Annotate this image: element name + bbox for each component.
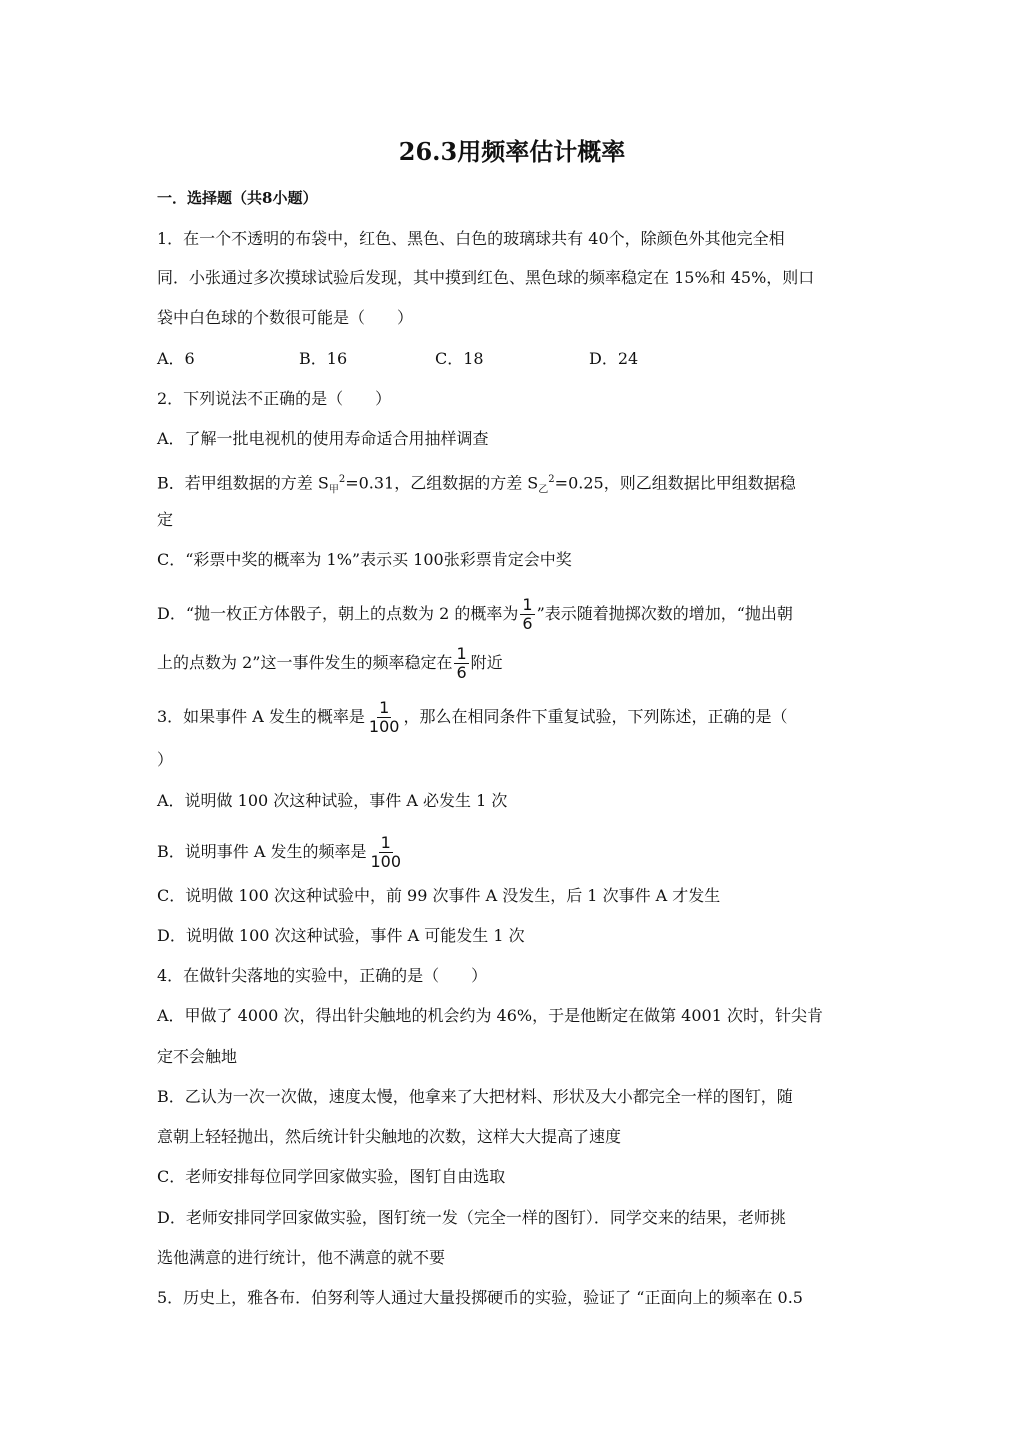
fraction-numerator: 1	[380, 833, 391, 852]
q1-line-3: 袋中白色球的个数很可能是（ ）	[157, 308, 414, 327]
q3-stem-line-2: ）	[157, 750, 174, 769]
q4-option-d-line-2: 选他满意的进行统计，他不满意的就不要	[157, 1248, 446, 1267]
q4-option-d-line-1: D．老师安排同学回家做实验，图钉统一发（完全一样的图钉）．同学交来的结果，老师挑	[157, 1208, 786, 1227]
q2-option-b	[157, 468, 877, 503]
q4-option-a-line-1: A．甲做了 4000 次，得出针尖触地的机会约为 46%，于是他断定在做第 4001 次时，针尖肯	[157, 1006, 823, 1025]
q2-b-text-1: B．若甲组数据的方差 S	[157, 473, 329, 493]
section-heading: 一．选择题（共8小题）	[157, 189, 318, 207]
fraction-denominator: 6	[522, 614, 533, 633]
q3-option-a: A．说明做 100 次这种试验，事件 A 必发生 1 次	[157, 791, 508, 810]
q2-b-text-2: =0.31，乙组数据的方差 S	[345, 473, 539, 493]
q3-b-text: B．说明事件 A 发生的频率是	[157, 842, 367, 861]
q3-stem-text-1: 3．如果事件 A 发生的概率是	[157, 707, 365, 726]
fraction-one-sixth	[454, 645, 468, 682]
q4-option-b-line-1: B．乙认为一次一次做，速度太慢，他拿来了大把材料、形状及大小都完全一样的图钉，随	[157, 1087, 793, 1106]
q3-stem	[157, 699, 877, 736]
q1-line-2: 同．小张通过多次摸球试验后发现，其中摸到红色、黑色球的频率稳定在 15%和 45%，则口	[157, 268, 815, 287]
fraction-numerator: 1	[522, 595, 533, 614]
q2-d2-text-2: 附近	[470, 653, 503, 672]
q2-option-d-line-2	[157, 645, 877, 682]
fraction-numerator: 1	[379, 698, 390, 717]
q3-option-b	[157, 834, 877, 871]
q2-b-sub-2: 乙	[538, 484, 549, 496]
q2-b-sup-1: 2	[338, 474, 346, 485]
q1-options	[157, 347, 877, 371]
q2-option-d	[157, 596, 877, 633]
q3-stem-text-2: ，那么在相同条件下重复试验，下列陈述，正确的是（	[403, 707, 788, 726]
q2-option-b-line-2: 定	[157, 510, 174, 529]
fraction-denominator: 6	[456, 663, 467, 682]
fraction-one-hundredth	[369, 834, 404, 871]
fraction-numerator: 1	[456, 644, 467, 663]
q5-line-1: 5．历史上，雅各布．伯努利等人通过大量投掷硬币的实验，验证了 “正面向上的频率在 0.5	[157, 1288, 803, 1307]
q4-option-b-line-2: 意朝上轻轻抛出，然后统计针尖触地的次数，这样大大提高了速度	[157, 1127, 622, 1146]
q2-d2-text-1: 上的点数为 2”这一事件发生的频率稳定在	[157, 653, 453, 672]
fraction-denominator: 100	[368, 717, 400, 736]
fraction-denominator: 100	[370, 852, 402, 871]
q2-b-text-3: =0.25，则乙组数据比甲组数据稳	[554, 473, 796, 493]
q4-option-c: C．老师安排每位同学回家做实验，图钉自由选取	[157, 1167, 506, 1186]
q4-stem: 4．在做针尖落地的实验中，正确的是（ ）	[157, 966, 488, 985]
q2-d-text-1: D．“抛一枚正方体骰子，朝上的点数为 2 的概率为	[157, 604, 519, 623]
q2-d-text-2: ”表示随着抛掷次数的增加，“抛出朝	[536, 604, 793, 623]
q2-stem: 2．下列说法不正确的是（ ）	[157, 389, 392, 408]
q2-option-c: C．“彩票中奖的概率为 1%”表示买 100张彩票肯定会中奖	[157, 550, 572, 569]
q1-option-c: C．18	[435, 349, 484, 368]
q3-option-d: D．说明做 100 次这种试验，事件 A 可能发生 1 次	[157, 926, 525, 945]
q2-b-sub-1: 甲	[328, 484, 339, 496]
q4-option-a-line-2: 定不会触地	[157, 1047, 238, 1066]
page-title: 26.3用频率估计概率	[398, 137, 626, 166]
q1-line-1: 1．在一个不透明的布袋中，红色、黑色、白色的玻璃球共有 40个，除颜色外其他完全相	[157, 229, 785, 248]
q2-option-a: A．了解一批电视机的使用寿命适合用抽样调查	[157, 429, 489, 448]
q1-option-b: B．16	[299, 349, 348, 368]
q3-option-c: C．说明做 100 次这种试验中，前 99 次事件 A 没发生，后 1 次事件 A 才发生	[157, 886, 721, 905]
q2-b-sup-2: 2	[548, 474, 555, 485]
fraction-one-hundredth	[367, 699, 402, 736]
fraction-one-sixth	[520, 596, 534, 633]
q1-option-d: D．24	[589, 349, 639, 368]
q1-option-a: A．6	[157, 349, 195, 368]
